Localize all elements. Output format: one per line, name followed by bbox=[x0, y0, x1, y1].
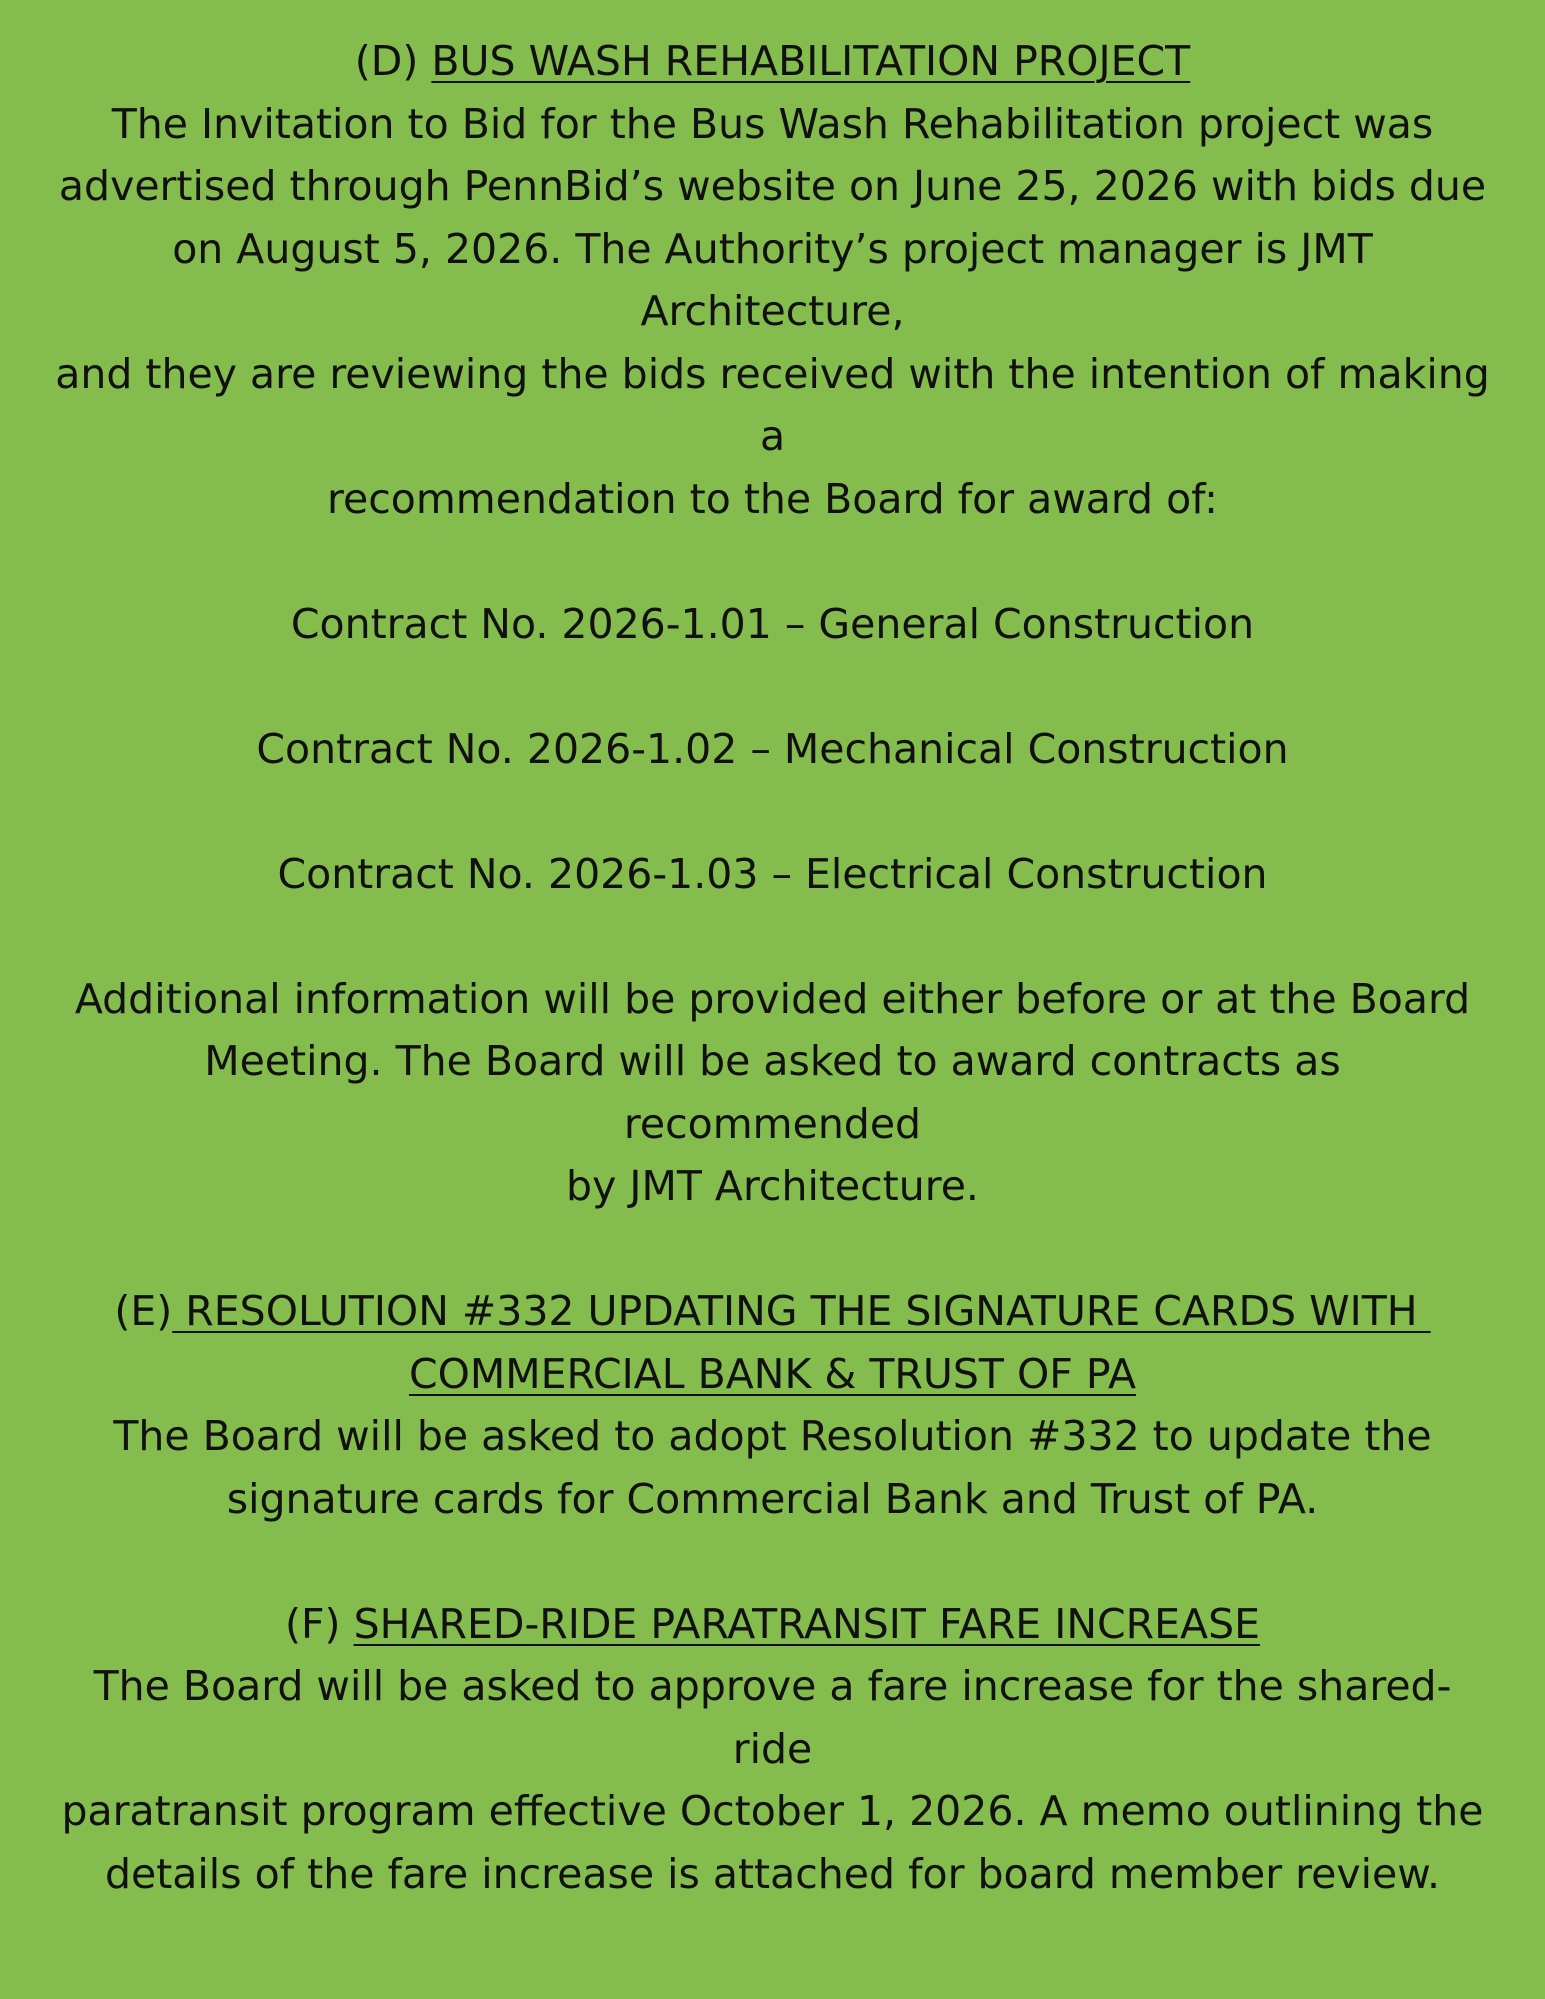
spacer bbox=[0, 780, 1545, 843]
spacer bbox=[0, 1530, 1545, 1593]
contract-item: Contract No. 2026-1.03 – Electrical Construction bbox=[277, 849, 1268, 898]
section-d-body-line: recommendation to the Board for award of: bbox=[327, 474, 1218, 523]
section-e-heading-line2: COMMERCIAL BANK & TRUST OF PA bbox=[408, 1349, 1137, 1398]
contract-item: Contract No. 2026-1.02 – Mechanical Construction bbox=[256, 724, 1289, 773]
section-d-body-line: The Invitation to Bid for the Bus Wash Rehabilitation project was bbox=[111, 99, 1434, 148]
section-e bbox=[0, 1280, 1545, 1530]
section-d-additional-line: Meeting. The Board will be asked to award contracts as bbox=[204, 1037, 1341, 1085]
section-e-body-line: The Board will be asked to adopt Resolution #332 to update the bbox=[113, 1412, 1432, 1460]
spacer bbox=[0, 1218, 1545, 1281]
section-d-body-line: on August 5, 2026. The Authority’s project manager is JMT bbox=[172, 224, 1373, 273]
section-d bbox=[0, 30, 1545, 1218]
section-f-heading: SHARED-RIDE PARATRANSIT FARE INCREASE bbox=[353, 1599, 1261, 1648]
section-d-body-line: Architecture, bbox=[640, 287, 905, 335]
section-e-body-line: signature cards for Commercial Bank and Trust of PA. bbox=[226, 1474, 1319, 1523]
section-d-title bbox=[0, 30, 1545, 93]
section-e-heading-line1: RESOLUTION #332 UPDATING THE SIGNATURE CARDS WITH bbox=[172, 1287, 1431, 1335]
section-e-title-cont bbox=[0, 1343, 1545, 1406]
section-d-body-line: advertised through PennBid’s website on June 25, 2026 with bids due bbox=[58, 162, 1487, 210]
section-d-additional-line: recommended bbox=[623, 1099, 922, 1148]
spacer bbox=[0, 530, 1545, 593]
section-f-body-line: paratransit program effective October 1, 2026. A memo outlining the bbox=[61, 1787, 1484, 1835]
section-f-body-line: ride bbox=[732, 1724, 813, 1773]
contract-item: Contract No. 2026-1.01 – General Construction bbox=[290, 599, 1255, 648]
section-d-body-line: a bbox=[759, 412, 786, 460]
spacer bbox=[0, 655, 1545, 718]
spacer bbox=[0, 905, 1545, 968]
section-e-prefix: (E) bbox=[114, 1287, 173, 1335]
section-d-additional-line: Additional information will be provided either before or at the Board bbox=[74, 974, 1471, 1023]
section-f bbox=[0, 1593, 1545, 1906]
section-d-prefix: (D) bbox=[354, 37, 432, 85]
section-d-body-line: and they are reviewing the bids received with the intention of making bbox=[55, 349, 1490, 398]
section-d-additional-line: by JMT Architecture. bbox=[566, 1162, 979, 1210]
section-e-title bbox=[0, 1280, 1545, 1343]
section-f-prefix: (F) bbox=[284, 1599, 354, 1648]
section-f-title bbox=[0, 1593, 1545, 1656]
section-d-heading: BUS WASH REHABILITATION PROJECT bbox=[431, 37, 1191, 85]
section-f-body-line: The Board will be asked to approve a fare increase for the shared- bbox=[93, 1662, 1452, 1710]
section-f-body-line: details of the fare increase is attached for board member review. bbox=[104, 1849, 1441, 1898]
